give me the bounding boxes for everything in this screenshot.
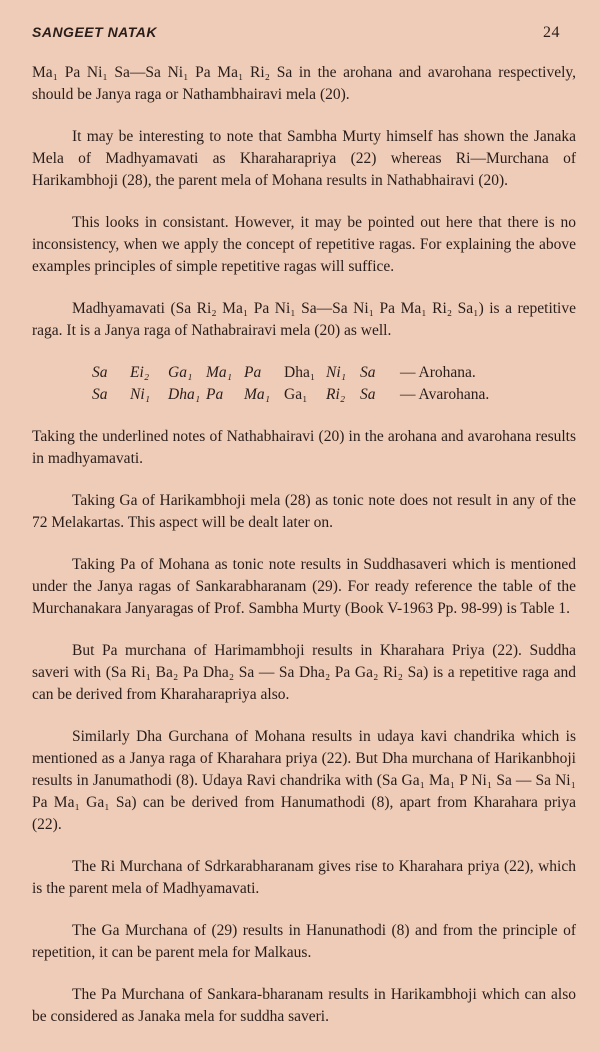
paragraph: Ma₁ Pa Ni₁ Sa—Sa Ni₁ Pa Ma₁ Ri₂ Sa in the arohana and avarohana respectively, should be Janya raga or Nathambhairavi mela (20).	[32, 64, 576, 103]
paragraph: Taking Ga of Harikambhoji mela (28) as tonic note does not result in any of the 72 Melakartas. This aspect will be dealt later on.	[32, 492, 576, 531]
page-number: 24	[543, 24, 560, 41]
note: Pa	[244, 364, 262, 381]
note: Sa	[360, 364, 376, 381]
paragraph: The Ga Murchana of (29) results in Hanunathodi (8) and from the principle of repetition, it can be parent mela for Malkaus.	[32, 922, 576, 961]
note: Ga₁	[284, 386, 308, 403]
body-text	[32, 62, 576, 1048]
paragraph: This looks in consistant. However, it may be pointed out here that there is no inconsistency, when we apply the concept of repetitive ragas. For explaining the above examples principles of simple repetitive ragas will suffice.	[32, 214, 576, 275]
paragraph: The Ri Murchana of Sdrkarabharanam gives rise to Kharahara priya (22), which is the parent mela of Madhyamavati.	[32, 858, 576, 897]
paragraph: Taking the underlined notes of Nathabhairavi (20) in the arohana and avarohana results in madhyamavati.	[32, 428, 576, 467]
note: Ma₁	[244, 386, 271, 403]
note: Sa	[92, 364, 108, 381]
paragraph: Madhyamavati (Sa Ri₂ Ma₁ Pa Ni₁ Sa—Sa Ni₁ Pa Ma₁ Ri₂ Sa₁) is a repetitive raga. It is a Janya raga of Nathabrairavi mela (20) as well.	[32, 300, 576, 339]
paragraph: Similarly Dha Gurchana of Mohana results in udaya kavi chandrika which is mentioned as a Janya raga of Kharahara priya (22). But Dha murchana of Harikanbhoji results in Janumathodi (8). Udaya Ravi chandrika with (Sa Ga₁ Ma₁ P Ni₁ Sa — Sa Ni₁ Pa Ma₁ Ga₁ Sa) can be derived from Hanumathodi (8), apart from Kharahara priya (22).	[32, 728, 576, 833]
note: Ma₁	[206, 364, 233, 381]
row-label: — Arohana.	[400, 364, 476, 381]
paragraph: The Pa Murchana of Sankara-bharanam results in Harikambhoji which can also be considered as Janaka mela for suddha saveri.	[32, 986, 576, 1025]
paragraph: It may be interesting to note that Sambha Murty himself has shown the Janaka Mela of Madhyamavati as Kharaharapriya (22) whereas Ri—Murchana of Harikambhoji (28), the parent mela of Mohana results in Nathabhairavi (20).	[32, 128, 576, 189]
note: Sa	[360, 386, 376, 403]
paragraph: But Pa murchana of Harimambhoji results in Kharahara Priya (22). Suddha saveri with (Sa Ri₁ Ba₂ Pa Dha₂ Sa — Sa Dha₂ Pa Ga₂ Ri₂ Sa) is a repetitive raga and can be derived from Kharaharapriya also.	[32, 642, 576, 703]
note: Ei₂	[130, 364, 150, 381]
journal-title: SANGEET NATAK	[32, 24, 157, 40]
note: Sa	[92, 386, 108, 403]
note: Pa	[206, 386, 224, 403]
row-label: — Avarohana.	[400, 386, 490, 403]
paragraph: Taking Pa of Mohana as tonic note results in Suddhasaveri which is mentioned under the Janya ragas of Sankarabharanam (29). For ready reference the table of the Murchanakara Janyaragas of Prof. Sambha Murty (Book V-1963 Pp. 98-99) is Table 1.	[32, 556, 576, 617]
note: Ri₂	[326, 386, 346, 403]
note: Dha₁	[284, 364, 316, 381]
running-header	[32, 24, 560, 42]
arohana-row	[92, 362, 576, 384]
note: Dha₁	[168, 386, 201, 403]
note: Ni₁	[326, 364, 347, 381]
note: Ni₁	[130, 386, 151, 403]
avarohana-row	[92, 384, 576, 406]
notes-table	[92, 362, 576, 406]
note: Ga₁	[168, 364, 193, 381]
